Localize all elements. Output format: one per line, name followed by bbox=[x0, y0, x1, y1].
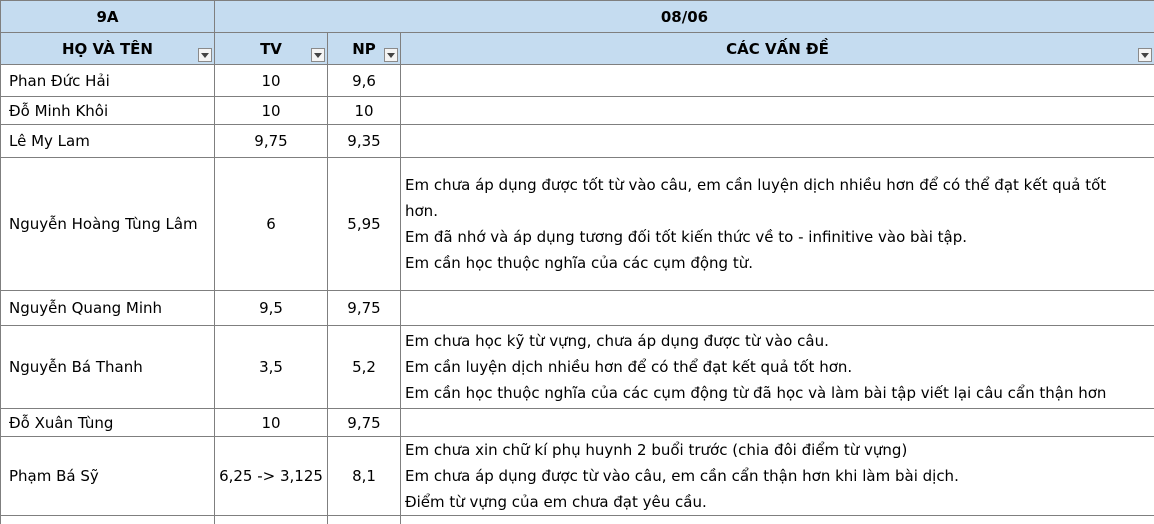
table-row bbox=[1, 437, 1154, 516]
class-name: 9A bbox=[96, 8, 118, 26]
table-row bbox=[1, 326, 1154, 409]
student-name-cell[interactable] bbox=[1, 158, 215, 291]
np-score-cell[interactable] bbox=[328, 409, 401, 437]
student-name-cell-text: Nguyễn Quang Minh bbox=[9, 299, 162, 317]
tv-score-cell[interactable] bbox=[215, 409, 328, 437]
issue-line: hơn. bbox=[405, 198, 1154, 224]
tv-score-cell-text: 9,75 bbox=[254, 132, 287, 150]
issues-cell[interactable] bbox=[401, 409, 1154, 437]
issue-line: Điểm từ vựng của em chưa đạt yêu cầu. bbox=[405, 489, 1154, 515]
table-row bbox=[1, 158, 1154, 291]
issue-line: Em chưa học kỹ từ vựng, chưa áp dụng được từ vào câu. bbox=[405, 328, 1154, 354]
tv-score-cell[interactable] bbox=[215, 326, 328, 409]
issues-cell[interactable] bbox=[401, 97, 1154, 125]
tv-score-cell-text: 10 bbox=[261, 414, 280, 432]
table-row-partial bbox=[1, 516, 1154, 524]
issues-cell[interactable] bbox=[401, 125, 1154, 158]
student-name-cell-text: Đỗ Xuân Tùng bbox=[9, 414, 113, 432]
issue-line: Em cần học thuộc nghĩa của các cụm động từ. bbox=[405, 250, 1154, 276]
student-name-cell-text: Phan Đức Hải bbox=[9, 72, 110, 90]
np-score-cell-text: 9,75 bbox=[347, 299, 380, 317]
issue-line: Em cần học thuộc nghĩa của các cụm động từ đã học và làm bài tập viết lại câu cẩn thận hơn bbox=[405, 380, 1154, 406]
tv-score-cell[interactable] bbox=[215, 97, 328, 125]
np-score-cell[interactable] bbox=[328, 65, 401, 97]
np-score-cell-text: 8,1 bbox=[352, 467, 376, 485]
issues-cell[interactable] bbox=[401, 65, 1154, 97]
header-row-1 bbox=[1, 1, 1154, 33]
tv-score-cell[interactable] bbox=[215, 437, 328, 516]
empty-cell[interactable] bbox=[215, 516, 328, 524]
student-name-cell-text: Nguyễn Bá Thanh bbox=[9, 358, 143, 376]
table-row bbox=[1, 409, 1154, 437]
student-name-cell[interactable] bbox=[1, 97, 215, 125]
tv-score-cell-text: 9,5 bbox=[259, 299, 283, 317]
col-header-np-label: NP bbox=[352, 40, 376, 58]
date-label: 08/06 bbox=[661, 8, 708, 26]
col-header-issues-label: CÁC VẤN ĐỀ bbox=[726, 40, 829, 58]
col-header-tv-label: TV bbox=[260, 40, 282, 58]
empty-cell[interactable] bbox=[401, 516, 1154, 524]
student-name-cell[interactable] bbox=[1, 409, 215, 437]
filter-dropdown-icon[interactable] bbox=[198, 48, 212, 62]
np-score-cell-text: 5,2 bbox=[352, 358, 376, 376]
empty-cell[interactable] bbox=[1, 516, 215, 524]
np-score-cell[interactable] bbox=[328, 125, 401, 158]
filter-dropdown-icon[interactable] bbox=[384, 48, 398, 62]
class-name-cell[interactable] bbox=[1, 1, 215, 33]
student-name-cell[interactable] bbox=[1, 326, 215, 409]
np-score-cell[interactable] bbox=[328, 437, 401, 516]
issue-line: Em chưa áp dụng được từ vào câu, em cần cẩn thận hơn khi làm bài dịch. bbox=[405, 463, 1154, 489]
issues-cell[interactable] bbox=[401, 437, 1154, 516]
student-name-cell[interactable] bbox=[1, 437, 215, 516]
np-score-cell[interactable] bbox=[328, 97, 401, 125]
student-name-cell[interactable] bbox=[1, 291, 215, 326]
tv-score-cell-text: 10 bbox=[261, 102, 280, 120]
student-name-cell-text: Phạm Bá Sỹ bbox=[9, 467, 99, 485]
table-row bbox=[1, 97, 1154, 125]
table-row bbox=[1, 125, 1154, 158]
student-name-cell[interactable] bbox=[1, 65, 215, 97]
np-score-cell-text: 9,35 bbox=[347, 132, 380, 150]
tv-score-cell[interactable] bbox=[215, 158, 328, 291]
empty-cell[interactable] bbox=[328, 516, 401, 524]
date-cell[interactable] bbox=[215, 1, 1154, 33]
np-score-cell[interactable] bbox=[328, 291, 401, 326]
col-header-tv[interactable] bbox=[215, 33, 328, 65]
issues-cell[interactable] bbox=[401, 158, 1154, 291]
tv-score-cell-text: 6,25 -> 3,125 bbox=[219, 467, 323, 485]
filter-dropdown-icon[interactable] bbox=[1138, 48, 1152, 62]
np-score-cell-text: 9,75 bbox=[347, 414, 380, 432]
student-name-cell-text: Nguyễn Hoàng Tùng Lâm bbox=[9, 215, 198, 233]
issue-line: Em cần luyện dịch nhiều hơn để có thể đạt kết quả tốt hơn. bbox=[405, 354, 1154, 380]
col-header-name-label: HỌ VÀ TÊN bbox=[62, 40, 153, 58]
issue-line: Em đã nhớ và áp dụng tương đối tốt kiến thức về to - infinitive vào bài tập. bbox=[405, 224, 1154, 250]
issues-cell[interactable] bbox=[401, 326, 1154, 409]
issue-line: Em chưa xin chữ kí phụ huynh 2 buổi trước (chia đôi điểm từ vựng) bbox=[405, 437, 1154, 463]
np-score-cell-text: 10 bbox=[354, 102, 373, 120]
np-score-cell[interactable] bbox=[328, 326, 401, 409]
col-header-issues[interactable] bbox=[401, 33, 1154, 65]
tv-score-cell[interactable] bbox=[215, 65, 328, 97]
student-name-cell-text: Lê My Lam bbox=[9, 132, 90, 150]
np-score-cell-text: 5,95 bbox=[347, 215, 380, 233]
student-name-cell[interactable] bbox=[1, 125, 215, 158]
issue-line: Em chưa áp dụng được tốt từ vào câu, em cần luyện dịch nhiều hơn để có thể đạt kết quả tốt bbox=[405, 172, 1154, 198]
tv-score-cell[interactable] bbox=[215, 291, 328, 326]
filter-dropdown-icon[interactable] bbox=[311, 48, 325, 62]
tv-score-cell-text: 10 bbox=[261, 72, 280, 90]
tv-score-cell-text: 6 bbox=[266, 215, 276, 233]
np-score-cell-text: 9,6 bbox=[352, 72, 376, 90]
table-row bbox=[1, 291, 1154, 326]
col-header-np[interactable] bbox=[328, 33, 401, 65]
col-header-name[interactable] bbox=[1, 33, 215, 65]
issues-cell[interactable] bbox=[401, 291, 1154, 326]
table-row bbox=[1, 65, 1154, 97]
tv-score-cell-text: 3,5 bbox=[259, 358, 283, 376]
header-row-2 bbox=[1, 33, 1154, 65]
np-score-cell[interactable] bbox=[328, 158, 401, 291]
student-name-cell-text: Đỗ Minh Khôi bbox=[9, 102, 108, 120]
tv-score-cell[interactable] bbox=[215, 125, 328, 158]
